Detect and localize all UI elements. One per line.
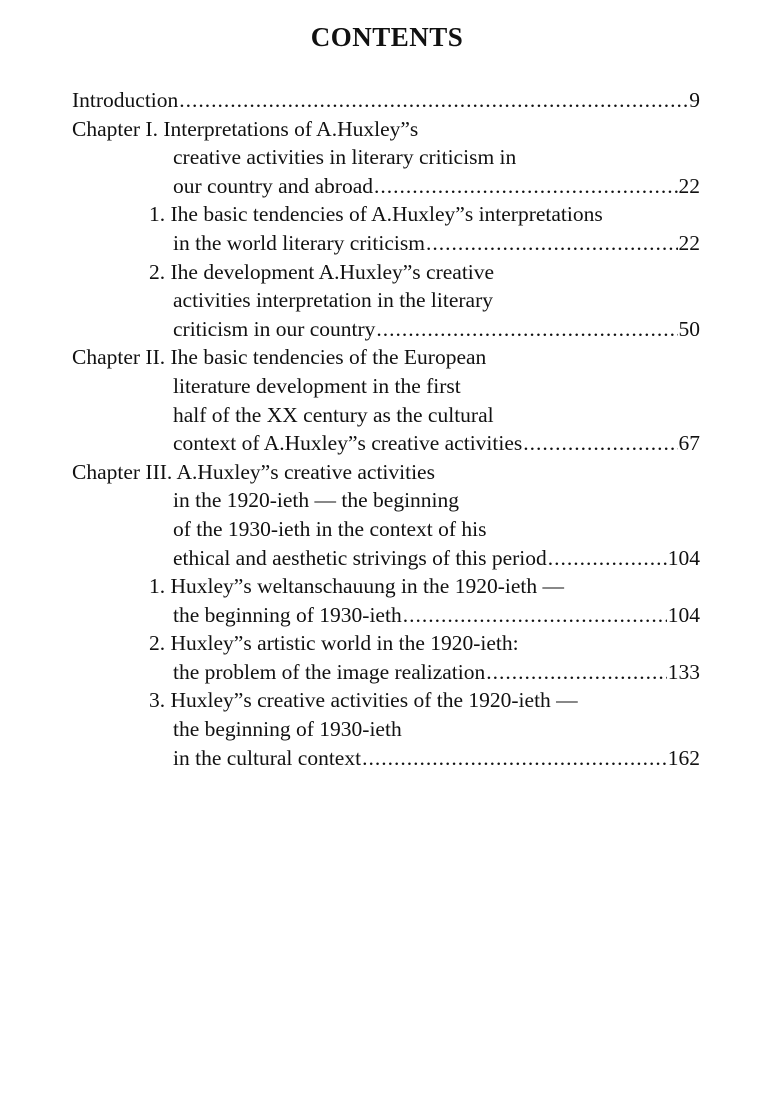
toc-entry-text: 2. Huxley”s artistic world in the 1920-ieth: bbox=[149, 631, 519, 656]
toc-entry-section-3-1 bbox=[72, 572, 700, 601]
dot-leader bbox=[376, 315, 677, 344]
toc-page-number: 104 bbox=[667, 602, 700, 627]
toc-entry-text: context of A.Huxley”s creative activities bbox=[173, 431, 523, 456]
toc-entry-chapter-3-cont bbox=[72, 486, 700, 515]
toc-entry-section-1-1-cont bbox=[72, 229, 700, 258]
toc-entry-text: Chapter I. Interpretations of A.Huxley”s bbox=[72, 116, 419, 141]
toc-entry-text: 2. Ihe development A.Huxley”s creative bbox=[149, 259, 495, 284]
toc-entry-text: 1. Ihe basic tendencies of A.Huxley”s interpretations bbox=[149, 202, 603, 227]
toc-entry-chapter-3-cont bbox=[72, 544, 700, 573]
toc-entry-chapter-1 bbox=[72, 115, 700, 144]
toc-entry-chapter-2-cont bbox=[72, 429, 700, 458]
toc-page-number: 104 bbox=[667, 545, 700, 570]
toc-page-number: 162 bbox=[667, 745, 700, 770]
toc-entry-chapter-3 bbox=[72, 458, 700, 487]
toc-entry-chapter-2 bbox=[72, 343, 700, 372]
toc-entry-section-3-2 bbox=[72, 629, 700, 658]
dot-leader bbox=[374, 172, 678, 201]
toc-entry-text: 1. Huxley”s weltanschauung in the 1920-ieth — bbox=[149, 574, 564, 599]
dot-leader bbox=[486, 658, 667, 687]
toc-entry-text: our country and abroad bbox=[173, 173, 373, 198]
toc-entry-text: the problem of the image realization bbox=[173, 659, 486, 684]
toc-page-number: 22 bbox=[678, 173, 700, 198]
page-title: CONTENTS bbox=[310, 22, 464, 52]
toc-entry-section-3-3 bbox=[72, 686, 700, 715]
toc-entry-chapter-3-cont bbox=[72, 515, 700, 544]
dot-leader bbox=[179, 86, 688, 115]
dot-leader bbox=[548, 544, 667, 573]
toc-entry-text: the beginning of 1930-ieth bbox=[173, 602, 402, 627]
toc-entry-chapter-2-cont bbox=[72, 401, 700, 430]
toc-entry-text: 3. Huxley”s creative activities of the 1920-ieth — bbox=[149, 688, 578, 713]
toc-entry-text: half of the XX century as the cultural bbox=[173, 402, 494, 427]
table-of-contents bbox=[72, 86, 700, 772]
toc-entry-text: in the 1920-ieth — the beginning bbox=[173, 488, 460, 513]
toc-entry-text: ethical and aesthetic strivings of this period bbox=[173, 545, 547, 570]
toc-entry-text: the beginning of 1930-ieth bbox=[173, 717, 402, 742]
toc-entry-section-1-1 bbox=[72, 200, 700, 229]
toc-entry-chapter-2-cont bbox=[72, 372, 700, 401]
dot-leader bbox=[523, 429, 677, 458]
toc-entry-section-1-2-cont bbox=[72, 286, 700, 315]
toc-entry-text: Chapter III. A.Huxley”s creative activities bbox=[72, 459, 435, 484]
toc-entry-text: of the 1930-ieth in the context of his bbox=[173, 516, 487, 541]
toc-entry-text: activities interpretation in the literary bbox=[173, 288, 493, 313]
toc-entry-text: criticism in our country bbox=[173, 316, 376, 341]
toc-entry-section-1-2 bbox=[72, 258, 700, 287]
toc-entry-chapter-1-cont bbox=[72, 172, 700, 201]
toc-entry-text: in the cultural context bbox=[173, 745, 362, 770]
toc-page-number: 50 bbox=[678, 316, 700, 341]
toc-entry-text: in the world literary criticism bbox=[173, 230, 425, 255]
toc-entry-text: creative activities in literary criticism in bbox=[173, 145, 517, 170]
toc-entry-section-3-1-cont bbox=[72, 601, 700, 630]
dot-leader bbox=[403, 601, 667, 630]
toc-entry-text: literature development in the first bbox=[173, 373, 461, 398]
dot-leader bbox=[426, 229, 678, 258]
toc-entry-chapter-1-cont bbox=[72, 143, 700, 172]
toc-page-number: 133 bbox=[667, 659, 700, 684]
toc-page-number: 9 bbox=[689, 88, 700, 112]
toc-entry-text: Chapter II. Ihe basic tendencies of the European bbox=[72, 345, 487, 370]
toc-entry-introduction bbox=[72, 86, 700, 115]
toc-entry-section-3-2-cont bbox=[72, 658, 700, 687]
dot-leader bbox=[362, 744, 667, 773]
toc-entry-section-3-3-cont bbox=[72, 715, 700, 744]
toc-entry-section-3-3-cont bbox=[72, 744, 700, 773]
toc-page-number: 67 bbox=[678, 431, 700, 456]
toc-entry-text: Introduction bbox=[72, 88, 179, 112]
toc-entry-section-1-2-cont bbox=[72, 315, 700, 344]
toc-page-number: 22 bbox=[678, 230, 700, 255]
